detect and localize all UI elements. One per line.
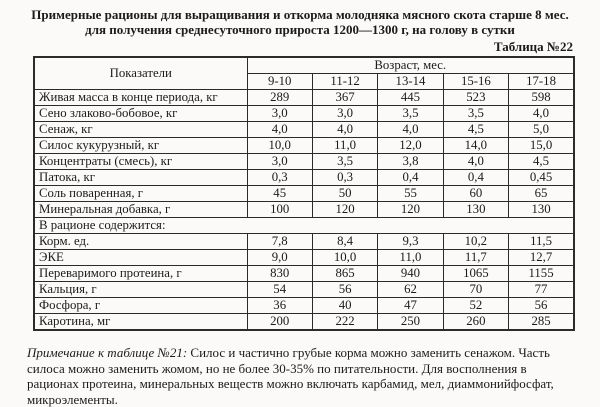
age-column-header: 11-12 — [312, 74, 377, 90]
cell-value: 52 — [443, 298, 508, 314]
cell-value: 120 — [378, 202, 443, 218]
cell-value: 56 — [312, 282, 377, 298]
cell-value: 1065 — [443, 266, 508, 282]
cell-value: 100 — [247, 202, 312, 218]
cell-value: 598 — [509, 90, 574, 106]
row-label: Соль поваренная, г — [34, 186, 247, 202]
cell-value: 0,45 — [509, 170, 574, 186]
cell-value: 40 — [312, 298, 377, 314]
cell-value: 1155 — [509, 266, 574, 282]
title-line-2: для получения среднесуточного прироста 1200—1300 г, на голову в сутки — [85, 21, 515, 37]
table-row — [34, 266, 574, 282]
cell-value: 523 — [443, 90, 508, 106]
cell-value: 4,5 — [509, 154, 574, 170]
cell-value: 7,8 — [247, 234, 312, 250]
cell-value: 62 — [378, 282, 443, 298]
cell-value: 11,0 — [312, 138, 377, 154]
cell-value: 55 — [378, 186, 443, 202]
cell-value: 250 — [378, 314, 443, 331]
row-label: Корм. ед. — [34, 234, 247, 250]
cell-value: 10,0 — [312, 250, 377, 266]
cell-value: 940 — [378, 266, 443, 282]
row-label: Минеральная добавка, г — [34, 202, 247, 218]
cell-value: 8,4 — [312, 234, 377, 250]
cell-value: 54 — [247, 282, 312, 298]
cell-value: 3,5 — [378, 106, 443, 122]
cell-value: 3,5 — [443, 106, 508, 122]
cell-value: 11,7 — [443, 250, 508, 266]
row-label: Концентраты (смесь), кг — [34, 154, 247, 170]
cell-value: 289 — [247, 90, 312, 106]
cell-value: 200 — [247, 314, 312, 331]
cell-value: 4,0 — [247, 122, 312, 138]
cell-value: 36 — [247, 298, 312, 314]
header-row-age-group — [34, 57, 574, 74]
cell-value: 15,0 — [509, 138, 574, 154]
note-lead: Примечание к таблице №21: — [27, 345, 188, 360]
cell-value: 60 — [443, 186, 508, 202]
cell-value: 445 — [378, 90, 443, 106]
cell-value: 10,0 — [247, 138, 312, 154]
row-label: ЭКЕ — [34, 250, 247, 266]
cell-value: 222 — [312, 314, 377, 331]
section-label: В рационе содержится: — [34, 218, 574, 234]
age-column-header: 9-10 — [247, 74, 312, 90]
row-label: Силос кукурузный, кг — [34, 138, 247, 154]
table-note — [27, 345, 573, 407]
cell-value: 865 — [312, 266, 377, 282]
table-number-label: Таблица №22 — [493, 39, 573, 54]
cell-value: 70 — [443, 282, 508, 298]
cell-value: 50 — [312, 186, 377, 202]
cell-value: 9,0 — [247, 250, 312, 266]
row-label: Фосфора, г — [34, 298, 247, 314]
table-row — [34, 314, 574, 331]
row-label: Живая масса в конце периода, кг — [34, 90, 247, 106]
row-label: Каротина, мг — [34, 314, 247, 331]
cell-value: 130 — [443, 202, 508, 218]
cell-value: 14,0 — [443, 138, 508, 154]
cell-value: 77 — [509, 282, 574, 298]
section-row — [34, 218, 574, 234]
cell-value: 3,5 — [312, 154, 377, 170]
cell-value: 45 — [247, 186, 312, 202]
table-row — [34, 282, 574, 298]
cell-value: 56 — [509, 298, 574, 314]
title-line-1: Примерные рационы для выращивания и откорма молодняка мясного скота старше 8 мес. — [31, 7, 569, 22]
cell-value: 3,8 — [378, 154, 443, 170]
row-label: Сено злаково-бобовое, кг — [34, 106, 247, 122]
cell-value: 11,5 — [509, 234, 574, 250]
cell-value: 10,2 — [443, 234, 508, 250]
row-label: Кальция, г — [34, 282, 247, 298]
table-row — [34, 90, 574, 106]
cell-value: 47 — [378, 298, 443, 314]
row-label: Переваримого протеина, г — [34, 266, 247, 282]
table-row — [34, 250, 574, 266]
cell-value: 4,0 — [509, 106, 574, 122]
cell-value: 0,3 — [247, 170, 312, 186]
cell-value: 4,0 — [443, 154, 508, 170]
table-row — [34, 122, 574, 138]
cell-value: 120 — [312, 202, 377, 218]
cell-value: 12,7 — [509, 250, 574, 266]
cell-value: 65 — [509, 186, 574, 202]
ration-table — [33, 56, 575, 331]
table-row — [34, 298, 574, 314]
cell-value: 0,4 — [378, 170, 443, 186]
age-column-header: 13-14 — [378, 74, 443, 90]
row-label: Патока, кг — [34, 170, 247, 186]
cell-value: 11,0 — [378, 250, 443, 266]
cell-value: 0,3 — [312, 170, 377, 186]
indicators-column-header: Показатели — [34, 57, 247, 90]
table-row — [34, 186, 574, 202]
cell-value: 5,0 — [509, 122, 574, 138]
cell-value: 3,0 — [247, 154, 312, 170]
cell-value: 4,5 — [443, 122, 508, 138]
document-title — [0, 8, 600, 37]
cell-value: 0,4 — [443, 170, 508, 186]
cell-value: 4,0 — [378, 122, 443, 138]
cell-value: 12,0 — [378, 138, 443, 154]
age-group-header: Возраст, мес. — [247, 57, 574, 74]
table-row — [34, 202, 574, 218]
table-row — [34, 138, 574, 154]
cell-value: 3,0 — [247, 106, 312, 122]
table-row — [34, 234, 574, 250]
cell-value: 260 — [443, 314, 508, 331]
cell-value: 4,0 — [312, 122, 377, 138]
cell-value: 130 — [509, 202, 574, 218]
table-row — [34, 170, 574, 186]
cell-value: 285 — [509, 314, 574, 331]
note-body: Силос и частично грубые корма можно заменить сенажом. Часть силоса можно заменить жомом, но не более 30-35% по питательности. Для восполнения в рационах протеина, минеральных веществ можно включать карбамид, мел, диаммонийфосфат, микроэлементы. — [27, 345, 554, 407]
cell-value: 3,0 — [312, 106, 377, 122]
cell-value: 9,3 — [378, 234, 443, 250]
cell-value: 367 — [312, 90, 377, 106]
age-column-header: 15-16 — [443, 74, 508, 90]
row-label: Сенаж, кг — [34, 122, 247, 138]
table-row — [34, 154, 574, 170]
age-column-header: 17-18 — [509, 74, 574, 90]
table-row — [34, 106, 574, 122]
cell-value: 830 — [247, 266, 312, 282]
